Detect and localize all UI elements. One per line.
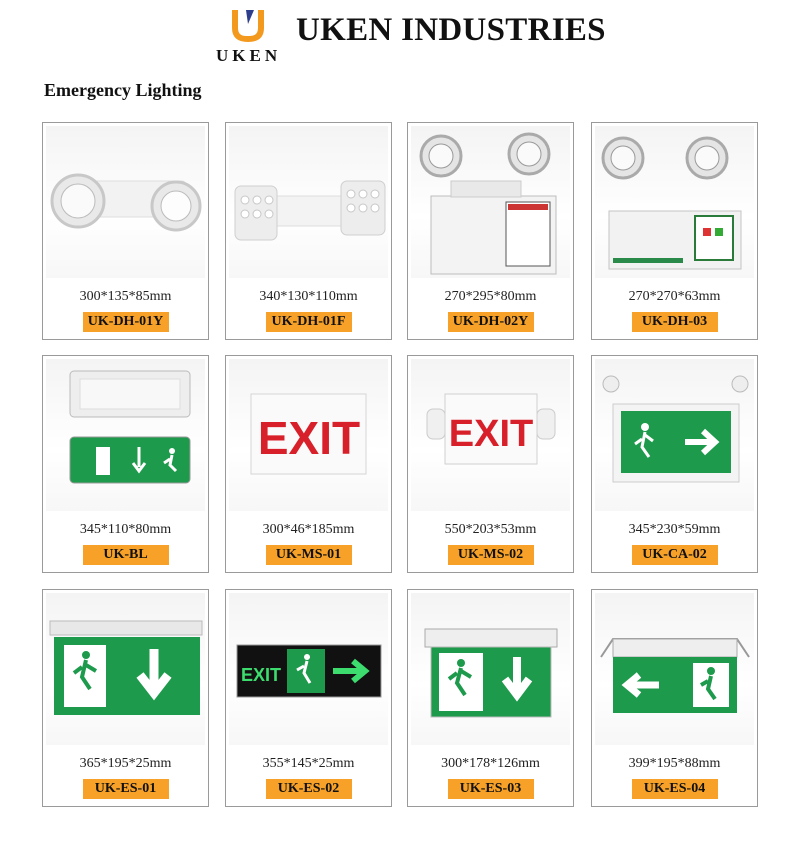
exit-sign-red-icon <box>229 359 388 511</box>
product-model-badge: UK-MS-02 <box>448 545 534 565</box>
product-card[interactable] <box>225 589 392 807</box>
bulkhead-light-icon <box>46 359 205 511</box>
twin-head-box-light-icon <box>411 126 570 278</box>
product-photo <box>595 359 754 511</box>
product-card[interactable] <box>407 355 574 573</box>
product-card[interactable] <box>42 589 209 807</box>
product-photo <box>229 593 388 745</box>
product-photo <box>46 359 205 511</box>
product-dimensions: 550*203*53mm <box>444 522 537 537</box>
product-model-badge: UK-ES-02 <box>266 779 352 799</box>
product-model-badge: UK-ES-03 <box>448 779 534 799</box>
product-photo <box>595 126 754 278</box>
product-card[interactable] <box>591 355 758 573</box>
exit-sign-recessed-left-icon <box>595 593 754 745</box>
product-model-badge: UK-DH-03 <box>632 312 718 332</box>
product-dimensions: 300*135*85mm <box>79 289 172 304</box>
product-photo <box>411 126 570 278</box>
product-model-badge: UK-DH-01F <box>266 312 352 332</box>
product-photo <box>229 359 388 511</box>
exit-sign-text: EXIT <box>257 412 361 464</box>
product-model-badge: UK-ES-01 <box>83 779 169 799</box>
product-dimensions: 300*46*185mm <box>262 522 355 537</box>
exit-sign-twin-lamp-icon <box>411 359 570 511</box>
section-title: Emergency Lighting <box>44 80 202 100</box>
twin-led-head-light-icon <box>229 126 388 278</box>
product-model-badge: UK-CA-02 <box>632 545 718 565</box>
product-dimensions: 365*195*25mm <box>79 756 172 771</box>
product-model-badge: UK-MS-01 <box>266 545 352 565</box>
exit-sign-ceiling-down-icon <box>411 593 570 745</box>
product-dimensions: 300*178*126mm <box>441 756 540 771</box>
product-photo <box>229 126 388 278</box>
product-model-badge: UK-BL <box>83 545 169 565</box>
product-card[interactable] <box>407 589 574 807</box>
product-card[interactable] <box>407 122 574 340</box>
product-model-badge: UK-ES-04 <box>632 779 718 799</box>
product-card[interactable] <box>225 355 392 573</box>
product-dimensions: 345*230*59mm <box>628 522 721 537</box>
product-card[interactable] <box>225 122 392 340</box>
product-model-badge: UK-DH-02Y <box>448 312 534 332</box>
product-photo <box>411 359 570 511</box>
logo-text: UKEN <box>216 46 282 65</box>
company-name: UKEN INDUSTRIES <box>296 12 606 48</box>
product-dimensions: 270*295*80mm <box>444 289 537 304</box>
product-photo <box>46 593 205 745</box>
product-dimensions: 399*195*88mm <box>628 756 721 771</box>
product-photo <box>46 126 205 278</box>
product-card[interactable] <box>591 122 758 340</box>
product-dimensions: 345*110*80mm <box>79 522 172 537</box>
product-card[interactable] <box>42 355 209 573</box>
twin-spot-light-icon <box>46 126 205 278</box>
product-dimensions: 340*130*110mm <box>259 289 358 304</box>
product-dimensions: 355*145*25mm <box>262 756 355 771</box>
exit-sign-green-arrow-icon <box>595 359 754 511</box>
product-model-badge: UK-DH-01Y <box>83 312 169 332</box>
product-card[interactable] <box>42 122 209 340</box>
product-card[interactable] <box>591 589 758 807</box>
twin-head-panel-light-icon <box>595 126 754 278</box>
exit-sign-down-arrow-icon <box>46 593 205 745</box>
exit-sign-text: EXIT <box>448 413 534 455</box>
product-photo <box>411 593 570 745</box>
product-dimensions: 270*270*63mm <box>628 289 721 304</box>
product-photo <box>595 593 754 745</box>
exit-sign-text: EXIT <box>240 665 282 685</box>
exit-sign-black-green-icon <box>229 593 388 745</box>
